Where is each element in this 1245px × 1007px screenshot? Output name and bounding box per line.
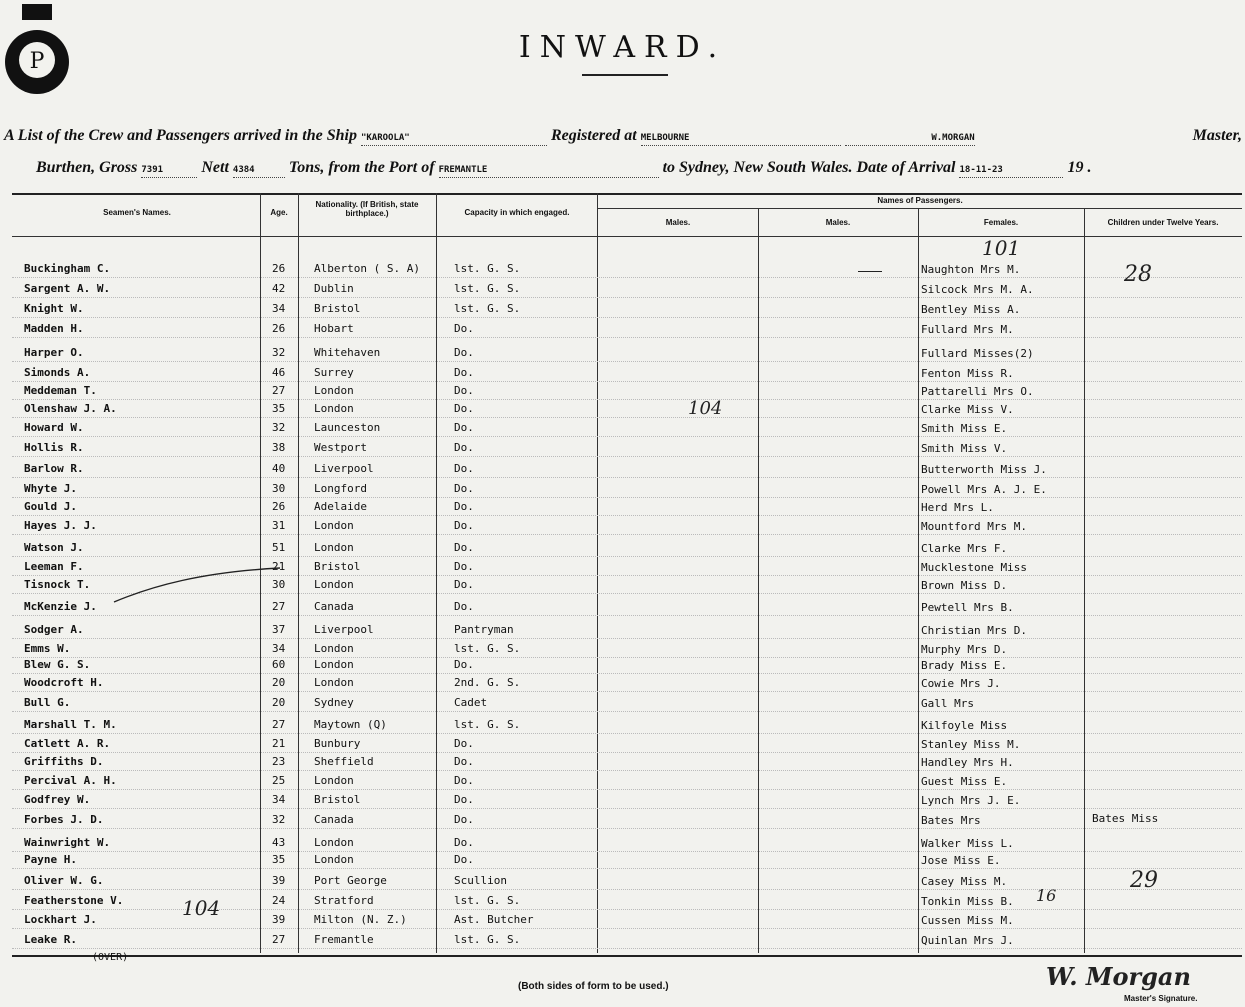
crew-capacity: Do. <box>454 519 474 532</box>
crew-name: Howard W. <box>24 421 84 434</box>
female-passenger: Christian Mrs D. <box>921 624 1027 637</box>
table-row-rule <box>12 808 1242 809</box>
signature-label: Master's Signature. <box>1124 994 1198 1003</box>
female-passenger: Stanley Miss M. <box>921 738 1021 751</box>
annotation-crew-count: 104 <box>182 896 221 920</box>
table-row-rule <box>12 456 1242 457</box>
crew-name: Tisnock T. <box>24 578 91 591</box>
seal-motto: ORIENT <box>19 94 55 104</box>
table-row-rule <box>12 928 1242 929</box>
table-row-rule <box>12 361 1242 362</box>
crew-name: Catlett A. R. <box>24 737 111 750</box>
crew-age: 26 <box>272 262 286 275</box>
annotation-tally: 28 <box>1124 262 1152 287</box>
crew-age: 27 <box>272 384 286 397</box>
form-usage-note: (Both sides of form to be used.) <box>518 981 669 992</box>
master-signature: W. Morgan <box>1046 962 1191 991</box>
crew-name: Emms W. <box>24 642 71 655</box>
crew-capacity: Do. <box>454 441 474 454</box>
nett-tonnage: 4384 <box>232 165 255 175</box>
crew-capacity: Do. <box>454 421 474 434</box>
crew-capacity: lst. G. S. <box>454 642 521 655</box>
crew-place: Surrey <box>314 366 354 379</box>
female-passenger: Brown Miss D. <box>921 579 1008 592</box>
col-header-males-2: Males. <box>825 218 851 227</box>
table-row-rule <box>12 337 1242 338</box>
arrival-label: Date of Arrival <box>856 159 956 176</box>
crew-capacity: Do. <box>454 658 474 671</box>
crew-place: Sydney <box>314 696 354 709</box>
female-passenger: Kilfoyle Miss <box>921 719 1008 732</box>
crew-name: Sodger A. <box>24 623 84 636</box>
crew-age: 37 <box>272 623 286 636</box>
destination-label: to Sydney, New South Wales. <box>662 159 853 176</box>
female-passenger: Clarke Miss V. <box>921 403 1014 416</box>
female-passenger: Smith Miss E. <box>921 422 1008 435</box>
table-row-rule <box>12 789 1242 790</box>
crew-age: 21 <box>272 737 286 750</box>
female-passenger: Mountford Mrs M. <box>921 520 1027 533</box>
table-row-rule <box>12 770 1242 771</box>
crew-name: Gould J. <box>24 500 77 513</box>
master-label: Master, <box>1192 127 1242 144</box>
crew-place: Alberton ( S. A) <box>314 262 420 275</box>
crew-age: 26 <box>272 500 286 513</box>
crew-place: Liverpool <box>314 623 374 636</box>
female-passenger: Butterworth Miss J. <box>921 463 1047 476</box>
crew-name: Godfrey W. <box>24 793 91 806</box>
col-divider-7 <box>1084 208 1085 953</box>
female-passenger: Guest Miss E. <box>921 775 1008 788</box>
female-passenger: Pewtell Mrs B. <box>921 601 1014 614</box>
female-passenger: Smith Miss V. <box>921 442 1008 455</box>
crew-name: Forbes J. D. <box>24 813 104 826</box>
crew-age: 24 <box>272 894 286 907</box>
female-passenger: Brady Miss E. <box>921 659 1008 672</box>
crew-capacity: Do. <box>454 600 474 613</box>
female-passenger: Fullard Misses(2) <box>921 347 1034 360</box>
crew-capacity: Do. <box>454 462 474 475</box>
col-header-nationality: Nationality. (If British, state birthplace.) <box>315 200 419 218</box>
dash-mark <box>858 271 882 272</box>
table-row-rule <box>12 556 1242 557</box>
crew-age: 21 <box>272 560 286 573</box>
crew-place: Dublin <box>314 282 354 295</box>
col-divider-4 <box>597 193 598 953</box>
crew-age: 34 <box>272 642 286 655</box>
crew-age: 40 <box>272 462 286 475</box>
crew-place: London <box>314 519 354 532</box>
female-passenger: Bates Mrs <box>921 814 981 827</box>
crew-age: 51 <box>272 541 286 554</box>
table-row-rule <box>12 673 1242 674</box>
crew-capacity: Do. <box>454 560 474 573</box>
crew-age: 42 <box>272 282 286 295</box>
gross-tonnage: 7391 <box>141 165 164 175</box>
crew-name: Simonds A. <box>24 366 91 379</box>
crew-age: 35 <box>272 853 286 866</box>
crew-place: Fremantle <box>314 933 374 946</box>
table-row-rule <box>12 381 1242 382</box>
female-passenger: Walker Miss L. <box>921 837 1014 850</box>
crew-name: Sargent A. W. <box>24 282 111 295</box>
crew-name: Hayes J. J. <box>24 519 97 532</box>
registered-port: MELBOURNE <box>640 133 690 143</box>
seal-monogram: P <box>29 49 45 74</box>
crew-place: Stratford <box>314 894 374 907</box>
crew-capacity: Do. <box>454 366 474 379</box>
female-passenger: Naughton Mrs M. <box>921 263 1021 276</box>
crew-capacity: lst. G. S. <box>454 262 521 275</box>
title-underline <box>582 74 668 76</box>
female-passenger: Powell Mrs A. J. E. <box>921 483 1047 496</box>
crew-place: Sheffield <box>314 755 374 768</box>
crew-name: McKenzie J. <box>24 600 97 613</box>
crew-age: 26 <box>272 322 286 335</box>
crew-place: London <box>314 578 354 591</box>
crew-name: Leeman F. <box>24 560 84 573</box>
crew-capacity: Do. <box>454 500 474 513</box>
crew-name: Blew G. S. <box>24 658 91 671</box>
table-row-rule <box>12 297 1242 298</box>
line-end-dot: . <box>1087 159 1092 176</box>
crew-age: 32 <box>272 421 286 434</box>
crew-age: 27 <box>272 600 286 613</box>
crew-capacity: Do. <box>454 482 474 495</box>
crew-capacity: 2nd. G. S. <box>454 676 521 689</box>
crew-name: Oliver W. G. <box>24 874 104 887</box>
annotation-children-count: 29 <box>1130 868 1158 893</box>
header-line-1 <box>4 127 1242 146</box>
crew-age: 31 <box>272 519 286 532</box>
crew-age: 34 <box>272 793 286 806</box>
col-header-children: Children under Twelve Years. <box>1107 218 1219 227</box>
year-label: 19 <box>1067 159 1084 176</box>
table-row-rule <box>12 477 1242 478</box>
female-passenger: Murphy Mrs D. <box>921 643 1008 656</box>
crew-place: London <box>314 384 354 397</box>
arrival-date: 18-11-23 <box>959 165 1003 175</box>
table-row-rule <box>12 752 1242 753</box>
crew-name: Marshall T. M. <box>24 718 117 731</box>
crew-age: 60 <box>272 658 286 671</box>
crew-capacity: lst. G. S. <box>454 933 521 946</box>
annotation-females-count: 16 <box>1036 886 1057 905</box>
female-passenger: Herd Mrs L. <box>921 501 994 514</box>
crew-place: Launceston <box>314 421 381 434</box>
col-divider-5 <box>758 208 759 953</box>
crew-age: 23 <box>272 755 286 768</box>
crew-capacity: lst. G. S. <box>454 718 521 731</box>
crew-age: 30 <box>272 482 286 495</box>
crew-age: 46 <box>272 366 286 379</box>
female-passenger: Mucklestone Miss <box>921 561 1027 574</box>
crew-age: 20 <box>272 696 286 709</box>
crew-place: Milton (N. Z.) <box>314 913 407 926</box>
col-header-capacity: Capacity in which engaged. <box>464 208 570 217</box>
crew-age: 32 <box>272 346 286 359</box>
crew-capacity: Cadet <box>454 696 488 709</box>
crew-age: 39 <box>272 874 286 887</box>
crew-name: Percival A. H. <box>24 774 117 787</box>
header-line-2 <box>36 159 1242 178</box>
crew-name: Featherstone V. <box>24 894 124 907</box>
crew-name: Knight W. <box>24 302 84 315</box>
col-divider-6 <box>918 208 919 953</box>
crew-name: Griffiths D. <box>24 755 104 768</box>
crew-age: 34 <box>272 302 286 315</box>
table-row-rule <box>12 868 1242 869</box>
female-passenger: Casey Miss M. <box>921 875 1008 888</box>
crew-place: London <box>314 676 354 689</box>
crew-place: Whitehaven <box>314 346 381 359</box>
crew-place: Canada <box>314 600 354 613</box>
col-header-males-1: Males. <box>665 218 691 227</box>
crew-name: Whyte J. <box>24 482 77 495</box>
crew-name: Woodcroft H. <box>24 676 104 689</box>
header-rule <box>12 236 1242 237</box>
table-row-rule <box>12 615 1242 616</box>
female-passenger: Tonkin Miss B. <box>921 895 1014 908</box>
col-header-passengers: Names of Passengers. <box>877 196 963 205</box>
table-row-rule <box>12 277 1242 278</box>
crew-name: Madden H. <box>24 322 84 335</box>
crew-capacity: lst. G. S. <box>454 302 521 315</box>
master-name: W.MORGAN <box>931 133 975 143</box>
table-row-rule <box>12 638 1242 639</box>
crew-capacity: Do. <box>454 322 474 335</box>
female-passenger: Clarke Mrs F. <box>921 542 1008 555</box>
table-row-rule <box>12 948 1242 949</box>
crew-place: Liverpool <box>314 462 374 475</box>
crew-place: Bunbury <box>314 737 361 750</box>
col-divider-2 <box>298 193 299 953</box>
crew-place: Adelaide <box>314 500 367 513</box>
female-passenger: Fenton Miss R. <box>921 367 1014 380</box>
burthen-label: Burthen, Gross <box>36 159 138 176</box>
table-row-rule <box>12 691 1242 692</box>
list-heading: A List of the Crew and Passengers arrived in the Ship <box>4 127 357 144</box>
crew-place: Canada <box>314 813 354 826</box>
crew-name: Watson J. <box>24 541 84 554</box>
col-header-age: Age. <box>270 208 288 217</box>
crew-name: Hollis R. <box>24 441 84 454</box>
table-row-rule <box>12 417 1242 418</box>
female-passenger: Bentley Miss A. <box>921 303 1021 316</box>
crew-place: Longford <box>314 482 367 495</box>
crew-capacity: Do. <box>454 402 474 415</box>
table-row-rule <box>12 497 1242 498</box>
crew-place: London <box>314 658 354 671</box>
crew-name: Bull G. <box>24 696 71 709</box>
children-entry: Bates Miss <box>1092 812 1159 825</box>
female-passenger: Cussen Miss M. <box>921 914 1014 927</box>
table-row-rule <box>12 515 1242 516</box>
crew-name: Harper O. <box>24 346 84 359</box>
departure-port: FREMANTLE <box>438 165 488 175</box>
table-row-rule <box>12 733 1242 734</box>
female-passenger: Gall Mrs <box>921 697 974 710</box>
table-row-rule <box>12 399 1242 400</box>
col-divider-3 <box>436 193 437 953</box>
crew-capacity: Do. <box>454 836 474 849</box>
crew-capacity: Do. <box>454 346 474 359</box>
crew-name: Barlow R. <box>24 462 84 475</box>
female-passenger: Silcock Mrs M. A. <box>921 283 1034 296</box>
crew-age: 27 <box>272 718 286 731</box>
female-passenger: Cowie Mrs J. <box>921 677 1001 690</box>
female-passenger: Handley Mrs H. <box>921 756 1014 769</box>
crew-name: Olenshaw J. A. <box>24 402 117 415</box>
table-row-rule <box>12 317 1242 318</box>
crew-name: Meddeman T. <box>24 384 97 397</box>
female-passenger: Jose Miss E. <box>921 854 1001 867</box>
crew-name: Buckingham C. <box>24 262 111 275</box>
crew-age: 32 <box>272 813 286 826</box>
crew-place: Bristol <box>314 302 361 315</box>
crew-capacity: Do. <box>454 774 474 787</box>
crew-capacity: Do. <box>454 813 474 826</box>
table-row-rule <box>12 436 1242 437</box>
crew-name: Wainwright W. <box>24 836 111 849</box>
crew-place: London <box>314 774 354 787</box>
crew-age: 39 <box>272 913 286 926</box>
female-passenger: Pattarelli Mrs O. <box>921 385 1034 398</box>
crew-age: 20 <box>272 676 286 689</box>
table-row-rule <box>12 851 1242 852</box>
crew-age: 30 <box>272 578 286 591</box>
col-header-females: Females. <box>983 218 1019 227</box>
crew-capacity: lst. G. S. <box>454 282 521 295</box>
crew-place: London <box>314 642 354 655</box>
crew-place: London <box>314 541 354 554</box>
crew-place: Westport <box>314 441 367 454</box>
pen-stroke <box>112 564 282 604</box>
crew-capacity: Pantryman <box>454 623 514 636</box>
crew-capacity: Do. <box>454 541 474 554</box>
crew-capacity: Do. <box>454 853 474 866</box>
female-passenger: Quinlan Mrs J. <box>921 934 1014 947</box>
crew-name: Leake R. <box>24 933 77 946</box>
col-header-seaman: Seamen's Names. <box>103 208 171 217</box>
over-note: (OVER) <box>92 952 129 963</box>
ship-name: "KAROOLA" <box>360 133 410 143</box>
crew-capacity: Scullion <box>454 874 507 887</box>
annotation-count-top: 101 <box>982 236 1021 260</box>
crew-place: London <box>314 853 354 866</box>
crew-name: Lockhart J. <box>24 913 97 926</box>
passenger-header-rule <box>598 208 1242 209</box>
crew-place: London <box>314 836 354 849</box>
table-row-rule <box>12 889 1242 890</box>
crew-place: Port George <box>314 874 387 887</box>
crew-age: 35 <box>272 402 286 415</box>
crew-age: 38 <box>272 441 286 454</box>
crew-place: Bristol <box>314 793 361 806</box>
crew-place: Maytown (Q) <box>314 718 387 731</box>
table-row-rule <box>12 711 1242 712</box>
crew-name: Payne H. <box>24 853 77 866</box>
crew-age: 43 <box>272 836 286 849</box>
registered-label: Registered at <box>550 127 637 144</box>
crew-place: Hobart <box>314 322 354 335</box>
female-passenger: Fullard Mrs M. <box>921 323 1014 336</box>
tons-label: Tons, from the Port of <box>288 159 435 176</box>
nett-label: Nett <box>201 159 229 176</box>
annotation-males-count: 104 <box>688 398 723 419</box>
crew-place: London <box>314 402 354 415</box>
crew-age: 27 <box>272 933 286 946</box>
crew-capacity: Ast. Butcher <box>454 913 534 926</box>
crew-age: 25 <box>272 774 286 787</box>
crew-capacity: Do. <box>454 578 474 591</box>
crew-capacity: Do. <box>454 755 474 768</box>
table-row-rule <box>12 828 1242 829</box>
crew-capacity: Do. <box>454 737 474 750</box>
table-row-rule <box>12 657 1242 658</box>
female-passenger: Lynch Mrs J. E. <box>921 794 1021 807</box>
crew-capacity: Do. <box>454 384 474 397</box>
crew-capacity: Do. <box>454 793 474 806</box>
crew-capacity: lst. G. S. <box>454 894 521 907</box>
crew-place: Bristol <box>314 560 361 573</box>
page-title: INWARD. <box>518 30 727 65</box>
table-row-rule <box>12 534 1242 535</box>
